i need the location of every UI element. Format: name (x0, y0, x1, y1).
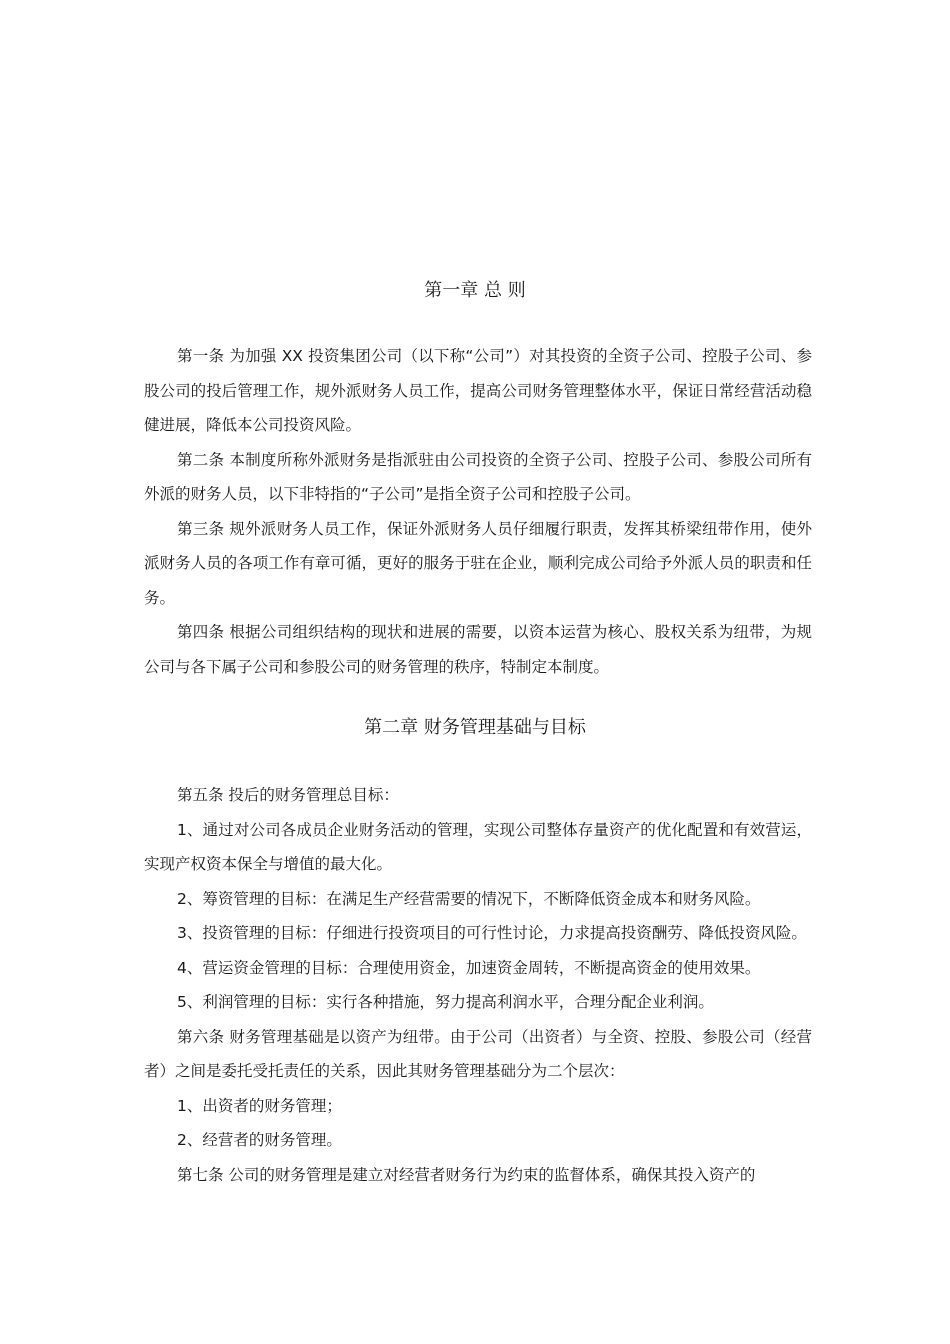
chapter-2-title: 第二章 财务管理基础与目标 (364, 717, 586, 738)
article-1: 第一条 为加强 XX 投资集团公司（以下称“公司”）对其投资的全资子公司、控股子公司、参股公司的投后管理工作，规外派财务人员工作，提高公司财务管理整体水平，保证日常经营活动稳健进展，降低本公司投资风险。 (144, 347, 812, 434)
goal-item-5: 5、利润管理的目标：实行各种措施，努力提高利润水平，合理分配企业利润。 (177, 993, 714, 1011)
chapter-2-body (144, 778, 812, 1192)
article-5: 第五条 投后的财务管理总目标： (177, 786, 399, 804)
goal-item-3: 3、投资管理的目标：仔细进行投资项目的可行性讨论，力求提高投资酬劳、降低投资风险。 (177, 924, 807, 942)
goal-item-2: 2、筹资管理的目标：在满足生产经营需要的情况下，不断降低资金成本和财务风险。 (177, 889, 761, 908)
level-item-2: 2、经营者的财务管理。 (177, 1131, 342, 1149)
article-4: 第四条 根据公司组织结构的现状和进展的需要，以资本运营为核心、股权关系为纽带，为规公司与各下属子公司和参股公司的财务管理的秩序，特制定本制度。 (144, 623, 812, 676)
goal-item-1: 1、通过对公司各成员企业财务活动的管理，实现公司整体存量资产的优化配置和有效营运，实现产权资本保全与增值的最大化。 (144, 820, 812, 873)
chapter-1-body (144, 339, 812, 684)
article-2: 第二条 本制度所称外派财务是指派驻由公司投资的全资子公司、控股子公司、参股公司所有外派的财务人员，以下非特指的“子公司”是指全资子公司和控股子公司。 (144, 450, 812, 503)
goal-item-4: 4、营运资金管理的目标：合理使用资金，加速资金周转，不断提高资金的使用效果。 (177, 958, 761, 977)
article-7: 第七条 公司的财务管理是建立对经营者财务行为约束的监督体系，确保其投入资产的 (177, 1165, 756, 1184)
level-item-1: 1、出资者的财务管理； (177, 1096, 342, 1115)
article-3: 第三条 规外派财务人员工作，保证外派财务人员仔细履行职责，发挥其桥梁纽带作用，使外派财务人员的各项工作有章可循，更好的服务于驻在企业，顺利完成公司给予外派人员的职责和任务。 (144, 519, 812, 607)
chapter-1-title: 第一章 总 则 (424, 280, 526, 301)
article-6: 第六条 财务管理基础是以资产为纽带。由于公司（出资者）与全资、控股、参股公司（经营者）之间是委托受托责任的关系，因此其财务管理基础分为二个层次： (144, 1027, 812, 1080)
